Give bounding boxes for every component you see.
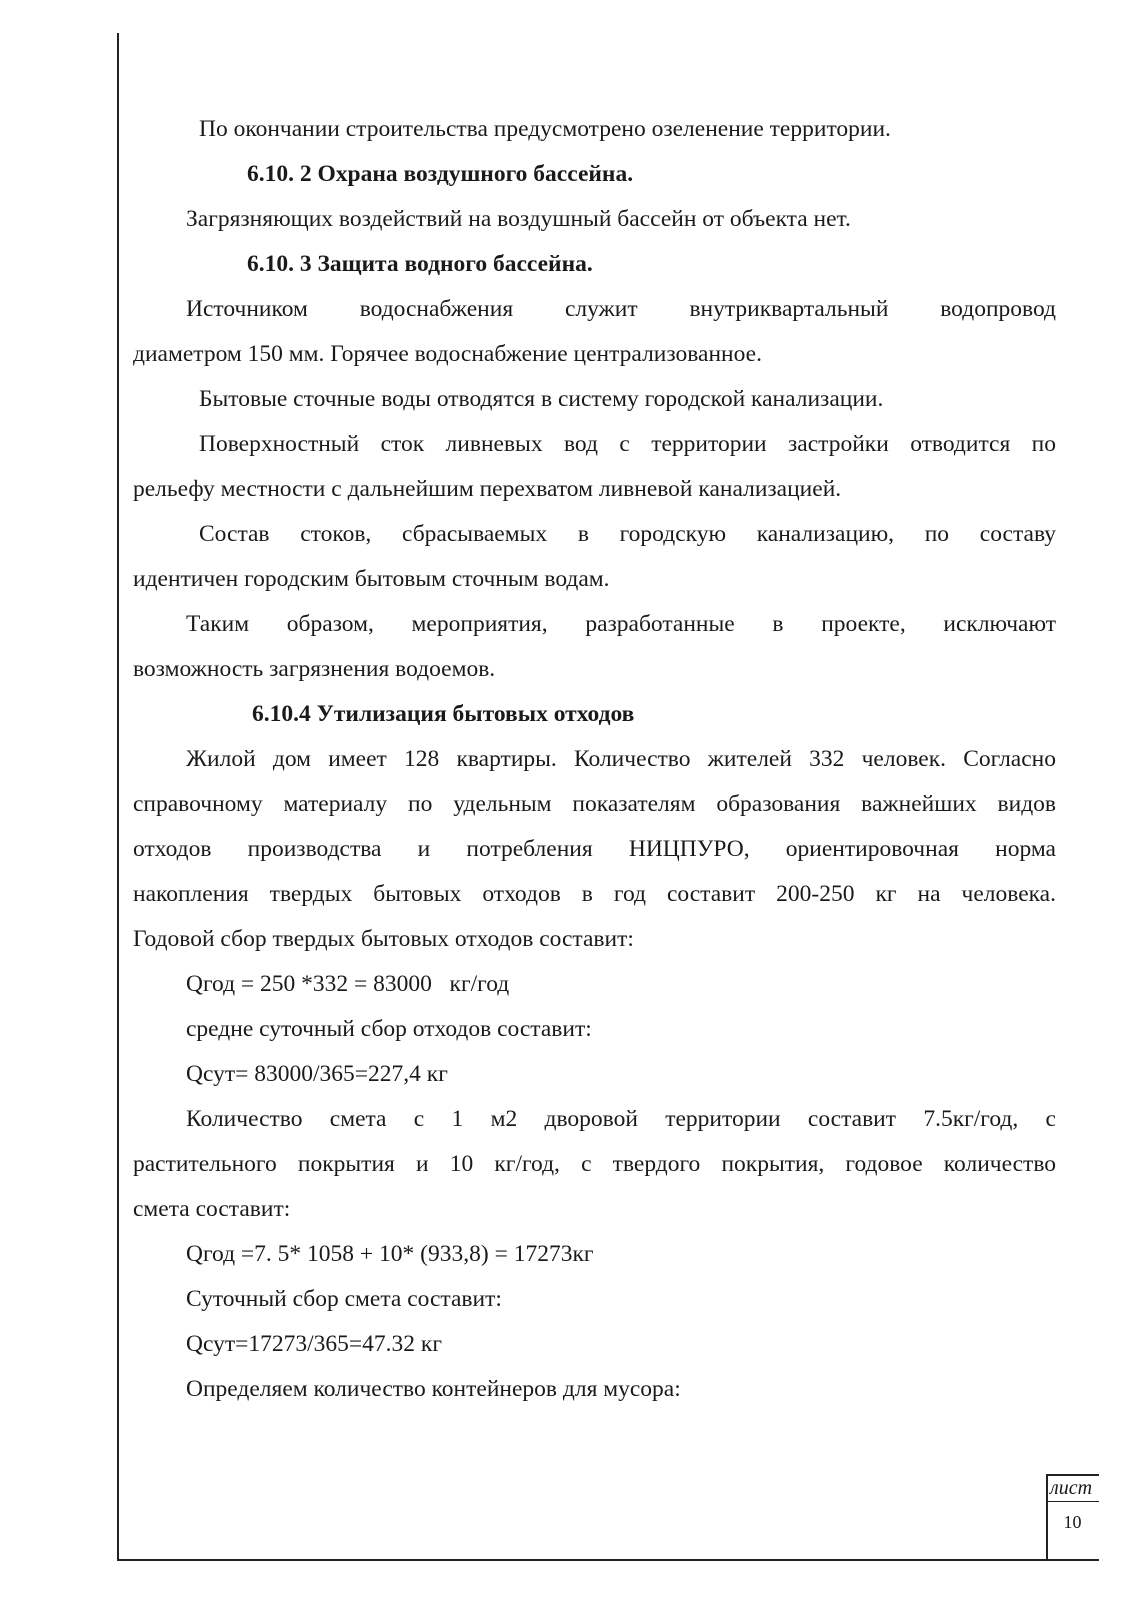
sheet-label: лист — [1050, 1477, 1093, 1499]
paragraph-line: Загрязняющих воздействий на воздушный бассейн от объекта нет. — [186, 206, 851, 232]
paragraph-line: диаметром 150 мм. Горячее водоснабжение централизованное. — [133, 341, 762, 367]
formula-line: Qгод = 250 *332 = 83000 кг/год — [186, 971, 510, 997]
paragraph-line: Годовой сбор твердых бытовых отходов составит: — [133, 926, 634, 952]
paragraph-line: Определяем количество контейнеров для мусора: — [186, 1376, 681, 1402]
paragraph-line: возможность загрязнения водоемов. — [133, 656, 496, 682]
paragraph-line: Таким образом, мероприятия, разработанные в проекте, исключают — [186, 611, 1056, 637]
paragraph-line: смета составит: — [133, 1196, 291, 1222]
paragraph-line: Суточный сбор смета составит: — [186, 1286, 502, 1312]
paragraph-line: Количество смета с 1 м2 дворовой территории составит 7.5кг/год, с — [186, 1106, 1056, 1132]
page-number: 10 — [1063, 1512, 1082, 1532]
paragraph-line: растительного покрытия и 10 кг/год, с твердого покрытия, годовое количество — [133, 1151, 1056, 1177]
frame-bottom-border — [117, 1559, 1099, 1561]
formula-line: Qсут=17273/365=47.32 кг — [186, 1331, 442, 1357]
paragraph-line: Источником водоснабжения служит внутриквартальный водопровод — [186, 296, 1056, 322]
frame-left-border — [117, 33, 119, 1560]
paragraph-line: средне суточный сбор отходов составит: — [186, 1016, 592, 1042]
section-heading: 6.10.4 Утилизация бытовых отходов — [252, 701, 635, 727]
paragraph-line: Бытовые сточные воды отводятся в систему городской канализации. — [199, 386, 884, 412]
formula-line: Qсут= 83000/365=227,4 кг — [186, 1061, 448, 1087]
paragraph-line: накопления твердых бытовых отходов в год составит 200-250 кг на человека. — [133, 881, 1056, 907]
formula-line: Qгод =7. 5* 1058 + 10* (933,8) = 17273кг — [186, 1241, 594, 1267]
paragraph-line: Жилой дом имеет 128 квартиры. Количество жителей 332 человек. Согласно — [186, 746, 1056, 772]
paragraph-line: рельефу местности с дальнейшим перехватом ливневой канализацией. — [133, 476, 842, 502]
sheet-number-stamp — [1046, 1474, 1099, 1560]
paragraph-line: По окончании строительства предусмотрено озеленение территории. — [199, 116, 891, 142]
paragraph-line: Состав стоков, сбрасываемых в городскую канализацию, по составу — [199, 521, 1056, 547]
paragraph-line: отходов производства и потребления НИЦПУРО, ориентировочная норма — [133, 836, 1056, 862]
paragraph-line: Поверхностный сток ливневых вод с территории застройки отводится по — [199, 431, 1056, 457]
stamp-divider — [1046, 1501, 1099, 1502]
paragraph-line: справочному материалу по удельным показателям образования важнейших видов — [133, 791, 1056, 817]
paragraph-line: идентичен городским бытовым сточным водам. — [133, 566, 610, 592]
section-heading: 6.10. 2 Охрана воздушного бассейна. — [247, 161, 634, 187]
section-heading: 6.10. 3 Защита водного бассейна. — [247, 251, 593, 277]
